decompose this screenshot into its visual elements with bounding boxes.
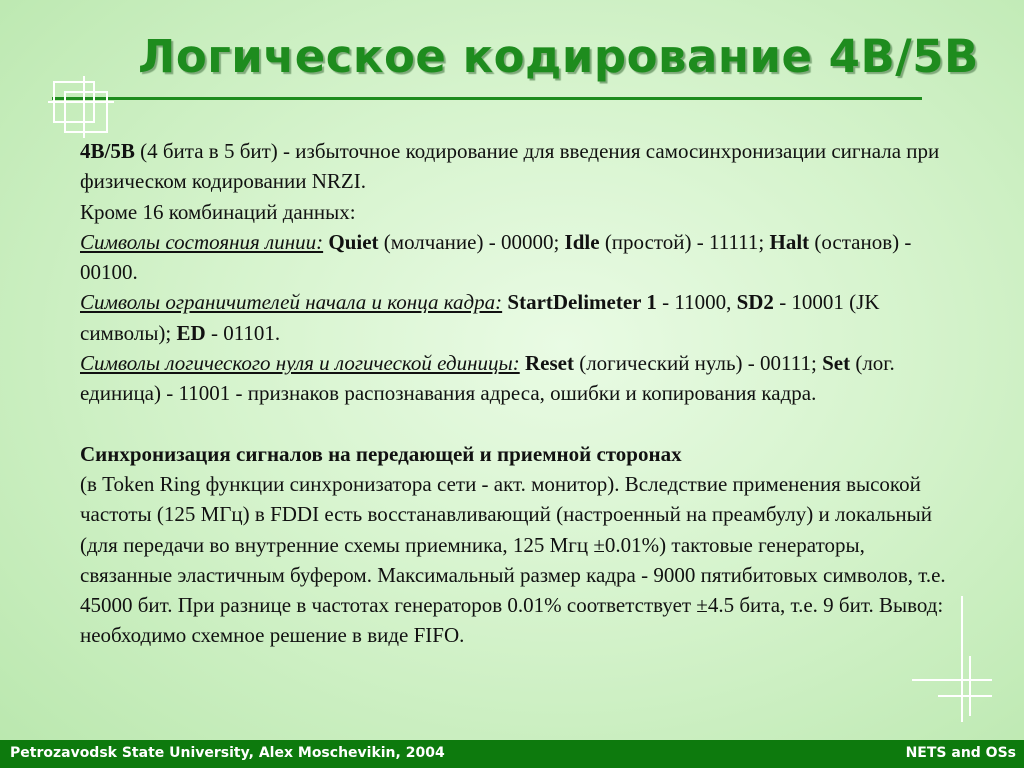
definition-paragraph: 4B/5B (4 бита в 5 бит) - избыточное кодирование для введения самосинхронизации сигнала при физическом кодировании NRZI. [80,139,940,194]
line-state-symbols: Символы состояния линии: Quiet (молчание) - 00000; Idle (простой) - 11111; Halt (останов) - 00100. [80,229,912,285]
slide-body [80,136,960,651]
footer-course: NETS and OSs [905,745,1016,761]
title-underline [52,97,922,100]
sync-paragraph: (в Token Ring функции синхронизатора сети - акт. монитор). Вследствие применения высокой частоты (125 МГц) в FDDI есть восстанавливающий (настроенный на преамбулу) и локальный (для передачи во внутренние схемы приемника, 125 Мгц ±0.01%) тактовые генераторы, связанные эластичным буфером. Максимальный размер кадра - 9000 пятибитовых символов, т.е. 45000 бит. При разнице в частотах генераторов 0.01% соответствует ±4.5 бита, т.е. 9 бит. Вывод: необходимо схемное решение в виде FIFO. [80,471,946,648]
slide-title: Логическое кодирование 4B/5B [138,30,979,83]
logic-symbols-label: Символы логического нуля и логической единицы: [80,351,520,376]
frame-delimiter-label: Символы ограничителей начала и конца кадра: [80,290,503,315]
frame-delimiter-symbols: Символы ограничителей начала и конца кадра: StartDelimeter 1 - 11000, SD2 - 10001 (JK символы); ED - 01101. [80,290,880,345]
sync-heading: Синхронизация сигналов на передающей и приемной сторонах [80,441,682,466]
line-state-label: Символы состояния линии: [80,229,324,254]
footer-bar [0,740,1024,768]
decorative-grid-lines-icon [912,596,992,726]
data-combinations-line: Кроме 16 комбинаций данных: [80,199,356,224]
footer-credit: Petrozavodsk State University, Alex Moschevikin, 2004 [10,745,445,761]
term-4b5b: 4B/5B [80,139,135,163]
logic-symbols: Символы логического нуля и логической единицы: Reset (логический нуль) - 00111; Set (лог. единица) - 11001 - признаков распознавания адреса, ошибки и копирования кадра. [80,351,895,406]
decorative-squares-icon [48,76,118,138]
